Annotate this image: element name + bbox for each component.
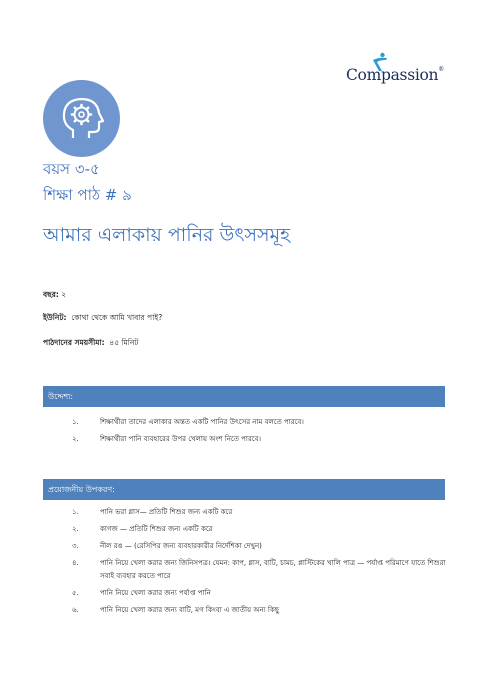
lesson-number: শিক্ষা পাঠ # ৯ bbox=[43, 186, 132, 204]
list-item: ১. পানি ভরা গ্লাস— প্রতিটি শিশুর জন্য একটি করে bbox=[72, 508, 233, 516]
age-range: বয়স ৩-৫ bbox=[43, 160, 100, 178]
list-item: ২. শিক্ষার্থীরা পানি ব্যবহারের উপর খেলায় অংশ নিতে পারবে। bbox=[72, 435, 262, 443]
meta-duration: পাঠদানের সময়সীমা: ৪৫ মিনিট bbox=[43, 338, 139, 347]
head-gear-icon bbox=[43, 80, 120, 157]
page-title: আমার এলাকায় পানির উৎসসমূহ bbox=[43, 224, 291, 246]
list-item: ১. শিক্ষার্থীরা তাদের এলাকার অন্তত একটি পানির উৎসের নাম বলতে পারবে। bbox=[72, 418, 304, 426]
materials-list bbox=[72, 506, 452, 621]
list-item: ৩. নীল রঙ — (রেসিপির জন্য ব্যবহারকারীর নির্দেশিকা দেখুন) bbox=[72, 542, 262, 550]
materials-heading: প্রয়োজনীয় উপকরণ: bbox=[43, 479, 445, 500]
objectives-heading: উদ্দেশ্য: bbox=[43, 386, 445, 407]
list-item: ৫. পানি নিয়ে খেলা করার জন্য পর্যাপ্ত পানি bbox=[72, 588, 211, 597]
meta-unit: ইউনিট: কোথা থেকে আমি খাবার পাই? bbox=[43, 313, 163, 322]
list-item: ৬. পানি নিয়ে খেলা করার জন্য বাটি, মগ কিংবা এ জাতীয় অন্য কিছু bbox=[72, 605, 280, 614]
compassion-logo bbox=[346, 52, 446, 92]
list-item: ৪. পানি নিয়ে খেলা করার জন্য জিনিসপত্র। যেমন: কাপ, গ্লাস, বাটি, চামচ, প্লাস্টিকের খালি পাত্র — পর্যাপ্ত পরিমাণে যাতে শিশুরা সবাই ব্যবহার করতে পারে bbox=[72, 559, 446, 580]
logo-text: Compassion® bbox=[346, 66, 444, 84]
meta-year: বছর: ২ bbox=[43, 290, 67, 299]
list-item: ২. কাগজ — প্রতিটি শিশুর জন্য একটি করে bbox=[72, 525, 213, 533]
objectives-list bbox=[72, 416, 452, 450]
